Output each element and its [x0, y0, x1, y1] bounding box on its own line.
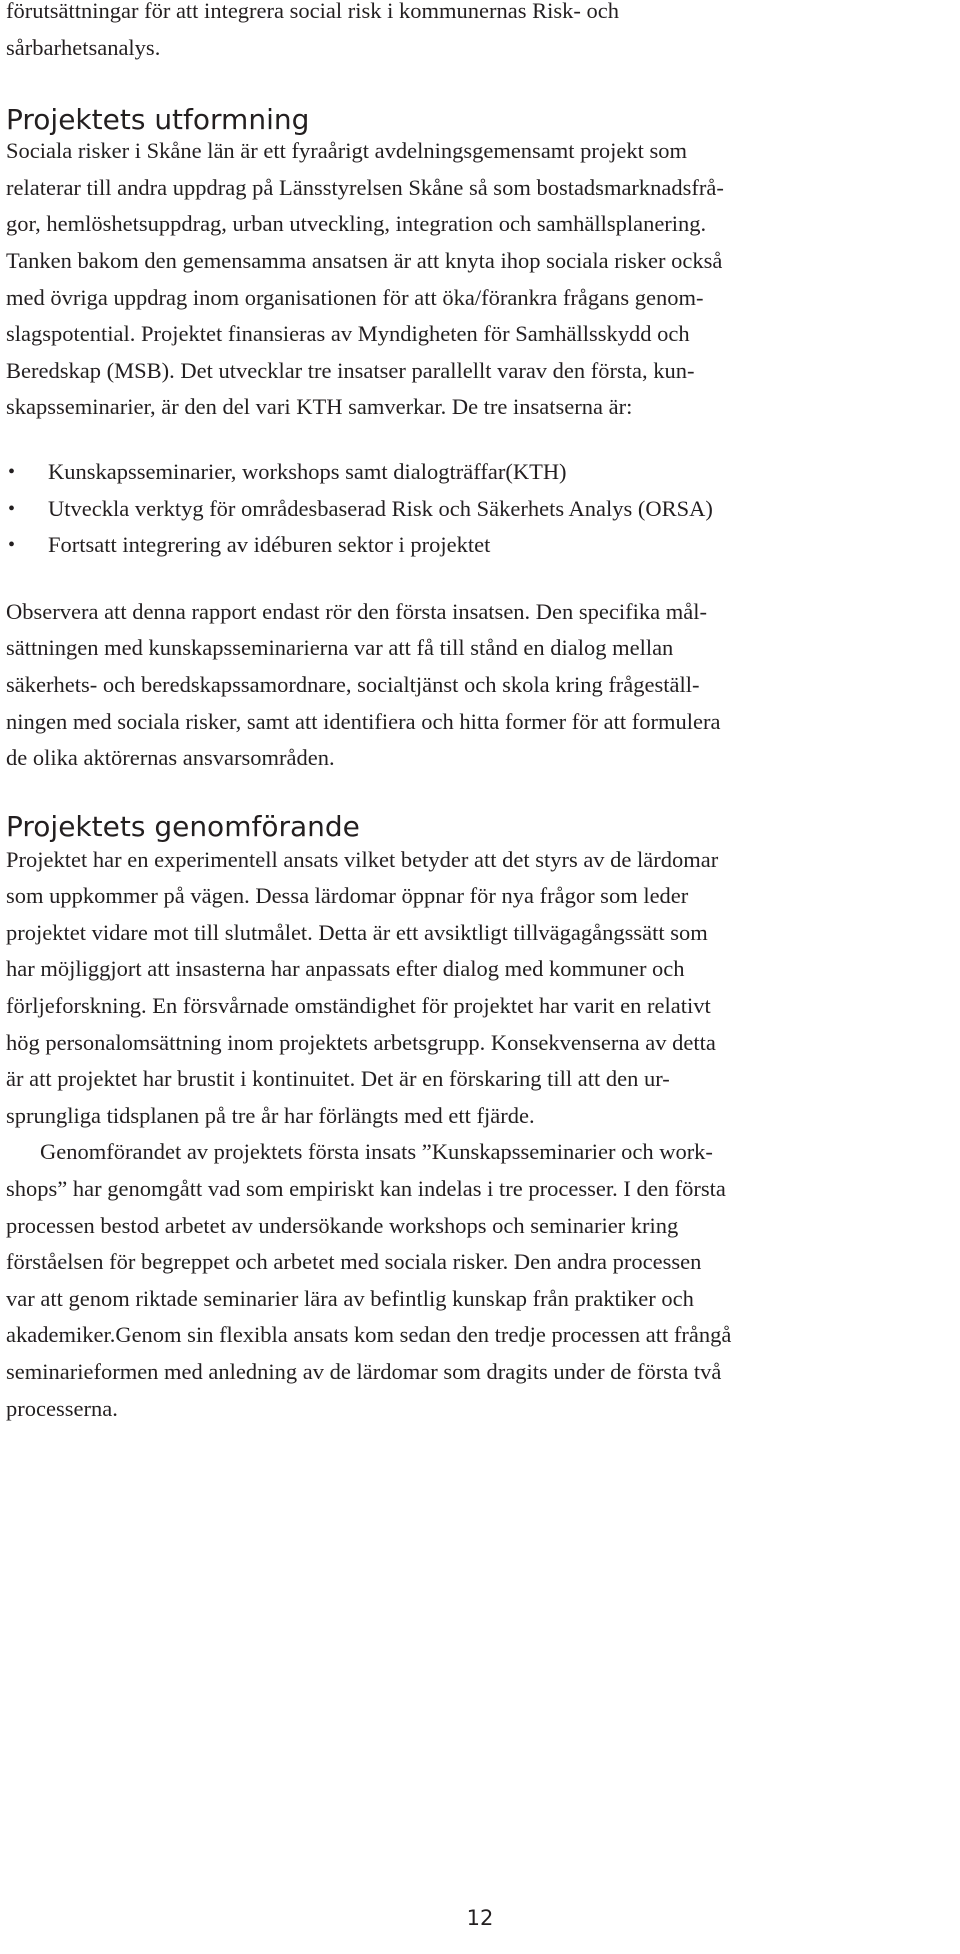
section1-paragraph-1: [6, 133, 950, 426]
text-line: är att projektet har brustit i kontinuitet. Det är en förskaring till att den ur-: [6, 1066, 670, 1092]
text-line: som uppkommer på vägen. Dessa lärdomar öppnar för nya frågor som leder: [6, 883, 689, 909]
text-line: gor, hemlöshetsuppdrag, urban utveckling, integration och samhällsplanering.: [6, 211, 707, 237]
text-line: ningen med sociala risker, samt att identifiera och hitta former för att formulera: [6, 708, 721, 734]
page-number: 12: [466, 1906, 494, 1930]
text-line: Observera att denna rapport endast rör den första insatsen. Den specifika mål-: [6, 598, 707, 624]
insatser-bullet-list: [6, 454, 950, 564]
text-line: akademiker.Genom sin flexibla ansats kom sedan den tredje processen att frångå: [6, 1322, 732, 1348]
section-heading-projektets-genomforande: Projektets genomförande: [6, 809, 360, 843]
text-line: processen bestod arbetet av undersökande workshops och seminarier kring: [6, 1212, 679, 1238]
intro-paragraph: [6, 0, 950, 66]
text-line: Projektet har en experimentell ansats vilket betyder att det styrs av de lärdomar: [6, 846, 719, 872]
section2-paragraph-1: [6, 842, 950, 1135]
text-line: projektet vidare mot till slutmålet. Detta är ett avsiktligt tillvägagångssätt som: [6, 919, 708, 945]
text-line: Genomförandet av projektets första insats ”Kunskapsseminarier och work-: [40, 1139, 713, 1165]
text-line: Sociala risker i Skåne län är ett fyraårigt avdelningsgemensamt projekt som: [6, 138, 688, 164]
text-line: var att genom riktade seminarier lära av befintlig kunskap från praktiker och: [6, 1285, 694, 1311]
document-page: [6, 0, 950, 1427]
text-line: Tanken bakom den gemensamma ansatsen är att knyta ihop sociala risker också: [6, 247, 723, 273]
text-line: sprungliga tidsplanen på tre år har förlängts med ett fjärde.: [6, 1102, 535, 1128]
text-line: Beredskap (MSB). Det utvecklar tre insatser parallellt varav den första, kun-: [6, 357, 695, 383]
text-line: processerna.: [6, 1395, 118, 1421]
text-line: sättningen med kunskapsseminarierna var att få till stånd en dialog mellan: [6, 635, 674, 661]
text-line: förljeforskning. En försvårnade omständighet för projektet har varit en relativt: [6, 993, 711, 1019]
text-line: relaterar till andra uppdrag på Länsstyrelsen Skåne så som bostadsmarknadsfrå-: [6, 174, 724, 200]
text-line: säkerhets- och beredskapssamordnare, socialtjänst och skola kring frågeställ-: [6, 671, 700, 697]
section-heading-projektets-utformning: Projektets utformning: [6, 103, 310, 137]
text-line: har möjliggjort att insasterna har anpassats efter dialog med kommuner och: [6, 956, 685, 982]
text-line: seminarieformen med anledning av de lärdomar som dragits under de första två: [6, 1359, 722, 1384]
text-line: förutsättningar för att integrera social risk i kommunernas Risk- och: [6, 0, 619, 23]
bullet-item: • Kunskapsseminarier, workshops samt dialogträffar(KTH): [6, 454, 950, 491]
text-line: slagspotential. Projektet finansieras av Myndigheten för Samhällsskydd och: [6, 321, 690, 347]
text-line: skapsseminarier, är den del vari KTH samverkar. De tre insatserna är:: [6, 394, 633, 420]
text-line: sårbarhetsanalys.: [6, 34, 161, 60]
text-line: shops” har genomgått vad som empiriskt kan indelas i tre processer. I den första: [6, 1176, 726, 1202]
text-line: med övriga uppdrag inom organisationen för att öka/förankra frågans genom-: [6, 284, 704, 310]
section2-paragraph-2: [6, 1134, 950, 1427]
text-line: hög personalomsättning inom projektets arbetsgrupp. Konsekvenserna av detta: [6, 1029, 716, 1055]
bullet-item: • Utveckla verktyg för områdesbaserad Risk och Säkerhets Analys (ORSA): [6, 491, 950, 528]
text-line: förståelsen för begreppet och arbetet med sociala risker. Den andra processen: [6, 1249, 702, 1275]
bullet-item: • Fortsatt integrering av idéburen sektor i projektet: [6, 527, 950, 564]
text-line: de olika aktörernas ansvarsområden.: [6, 745, 335, 771]
section1-paragraph-2: [6, 594, 950, 777]
